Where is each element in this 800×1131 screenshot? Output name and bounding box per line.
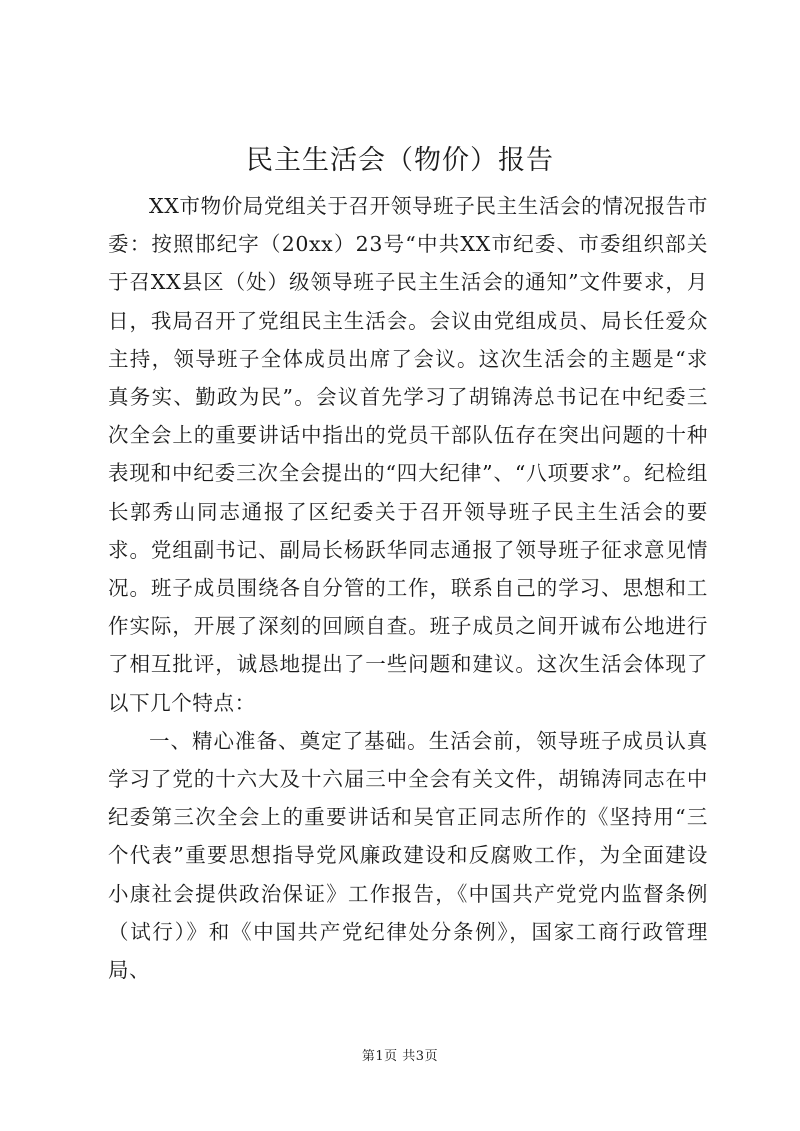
paragraph-report-intro: XX市物价局党组关于召开领导班子民主生活会的情况报告市委：按照邯纪字（20xx）23号“中共XX市纪委、市委组织部关于召XX县区（处）级领导班子民主生活会的通知”文件要求，月日，我局召开了党组民主生活会。会议由党组成员、局长任爱众主持，领导班子全体成员出席了会议。这次生活会的主题是“求真务实、勤政为民”。会议首先学习了胡锦涛总书记在中纪委三次全会上的重要讲话中指出的党员干部队伍存在突出问题的十种表现和中纪委三次全会提出的“四大纪律”、“八项要求”。纪检组长郭秀山同志通报了区纪委关于召开领导班子民主生活会的要求。党组副书记、副局长杨跃华同志通报了领导班子征求意见情况。班子成员围绕各自分管的工作，联系自己的学习、思想和工作实际，开展了深刻的回顾自查。班子成员之间开诚布公地进行了相互批评，诚恳地提出了一些问题和建议。这次生活会体现了以下几个特点：: [108, 194, 708, 715]
document-title: 民主生活会（物价）报告: [246, 145, 554, 176]
page-footer: 第1页 共3页: [361, 1049, 439, 1064]
document-body: [108, 187, 708, 989]
paragraph-feature-one: 一、精心准备、奠定了基础。生活会前，领导班子成员认真学习了党的十六大及十六届三中全会有关文件，胡锦涛同志在中纪委第三次全会上的重要讲话和吴官正同志所作的《坚持用“三个代表”重要思想指导党风廉政建设和反腐败工作，为全面建设小康社会提供政治保证》工作报告，《中国共产党党内监督条例（试行）》和《中国共产党纪律处分条例》，国家工商行政管理局、: [108, 728, 708, 983]
